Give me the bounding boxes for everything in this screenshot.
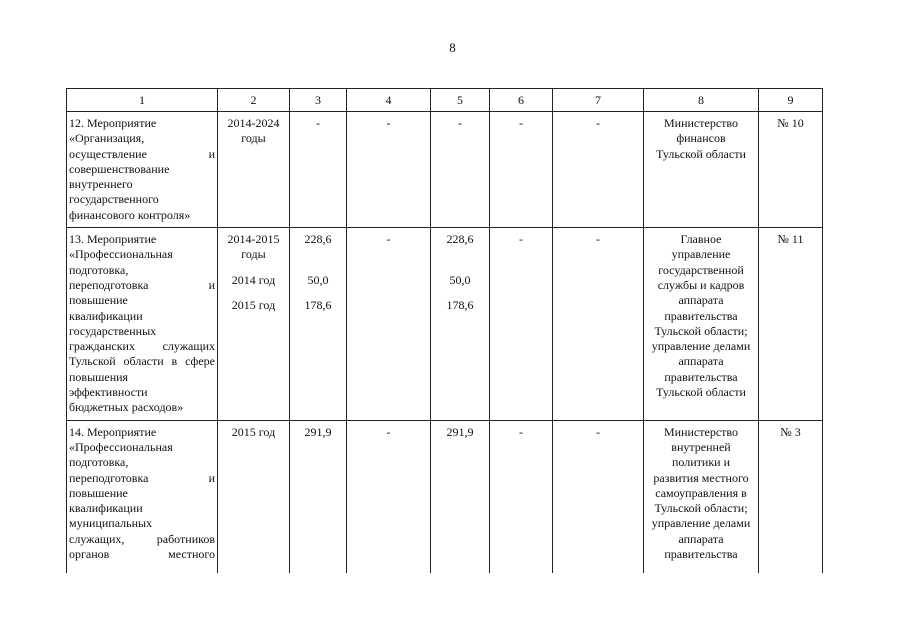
amount-value: 178,6 [304,297,332,312]
executor-text: Тульской области; [654,323,748,338]
activity-text-line: муниципальных [69,516,153,531]
period-text: 2014 год [231,272,276,287]
activity-text-line: внутреннего [69,177,133,192]
amount-regional-cell: 291,9 [431,420,490,573]
amount-other-cell: - [553,420,644,573]
activity-name-cell [67,420,218,573]
column-header: 9 [759,89,823,112]
amount-federal-cell: - [347,112,431,228]
executor-text: Министерство [664,424,738,439]
activity-text-line: совершенствование [69,161,170,176]
executor-text: аппарата [678,293,724,308]
activity-text-line: переподготовка и [69,277,215,292]
amount-federal-cell: - [347,420,431,573]
column-header: 2 [218,89,290,112]
amount-value: 178,6 [446,297,474,312]
amount-local-cell: - [490,420,553,573]
amount-total-cell: 291,9 [290,420,347,573]
executor-cell [644,112,759,228]
period-cell [218,112,290,228]
executor-text: управление делами [651,516,751,531]
activity-text-line: 14. Мероприятие [69,424,157,439]
executor-text: Тульской области; [654,501,748,516]
indicator-ref-cell: № 11 [759,228,823,421]
activity-text-line: «Организация, [69,131,145,146]
activity-text-line: служащих, работников [69,531,215,546]
executor-text: службы и кадров [657,277,745,292]
period-cell [218,228,290,421]
amount-other-cell: - [553,228,644,421]
activity-text-line: квалификации [69,501,143,516]
indicator-ref-cell: № 10 [759,112,823,228]
activity-text-line: подготовка, [69,262,129,277]
period-text: годы [241,131,266,146]
executor-text: управление делами [651,339,751,354]
executor-text: государственной [658,262,744,277]
column-header: 6 [490,89,553,112]
page-number: 8 [449,40,456,55]
executor-text: правительства [664,547,738,562]
executor-text: Министерство [664,116,738,130]
amount-regional-cell [431,228,490,421]
activity-text-line: переподготовка и [69,470,215,485]
activity-name-cell [67,112,218,228]
period-text: 2015 год [231,424,276,439]
executor-text: развития местного [653,470,749,485]
activity-text-line: повышения [69,369,129,384]
activity-text-line: финансового контроля» [69,207,191,222]
column-header: 8 [644,89,759,112]
executor-cell [644,228,759,421]
amount-other-cell: - [553,112,644,228]
executor-text: самоуправления в [655,485,747,500]
activity-text-line: государственного [69,192,159,207]
activity-text-line: квалификации [69,308,143,323]
executor-text: Тульской области [656,385,746,400]
activity-text-line: бюджетных расходов» [69,400,184,415]
executor-text: аппарата [678,531,724,546]
activity-text-line: гражданских служащих [69,339,215,354]
executor-text: аппарата [678,354,724,369]
table-row [67,420,823,573]
column-header: 3 [290,89,347,112]
activity-name-cell [67,228,218,421]
amount-value: 50,0 [307,272,329,287]
table-row [67,112,823,228]
indicator-ref-cell: № 3 [759,420,823,573]
executor-text: управление [671,247,731,262]
amount-value: 228,6 [304,232,332,247]
amount-value: 50,0 [449,272,471,287]
period-text: 2014-2024 [227,116,280,130]
amount-value: 228,6 [446,232,474,247]
executor-text: Тульской области [656,146,746,161]
table-row [67,228,823,421]
executor-text: финансов [676,131,726,146]
amount-federal-cell: - [347,228,431,421]
executor-text: внутренней [671,439,731,454]
activity-text-line: подготовка, [69,455,129,470]
period-text: 2014-2015 [227,232,280,247]
amount-regional-cell: - [431,112,490,228]
amount-local-cell: - [490,228,553,421]
period-text: 2015 год [231,297,276,312]
activity-text-line: 12. Мероприятие [69,116,157,130]
activity-text-line: органов местного [69,547,215,562]
activity-text-line: повышение [69,293,128,308]
executor-text: правительства [664,308,738,323]
activity-text-line: государственных [69,323,157,338]
activity-text-line: «Профессиональная [69,439,173,454]
column-header: 1 [67,89,218,112]
amount-total-cell [290,228,347,421]
executor-text: правительства [664,369,738,384]
column-number-row [67,89,823,112]
activity-text-line: 13. Мероприятие [69,232,157,247]
executor-text: политики и [671,455,730,470]
amount-total-cell: - [290,112,347,228]
executor-text: Главное [680,232,722,247]
program-activities-table [66,88,823,573]
period-cell [218,420,290,573]
activity-text-line: осуществление и [69,146,215,161]
amount-local-cell: - [490,112,553,228]
column-header: 7 [553,89,644,112]
activity-text-line: Тульской области в сфере [69,354,215,369]
activity-text-line: эффективности [69,385,148,400]
executor-cell [644,420,759,573]
column-header: 4 [347,89,431,112]
activity-text-line: повышение [69,485,128,500]
activity-text-line: «Профессиональная [69,247,173,262]
period-text: годы [241,247,266,262]
column-header: 5 [431,89,490,112]
